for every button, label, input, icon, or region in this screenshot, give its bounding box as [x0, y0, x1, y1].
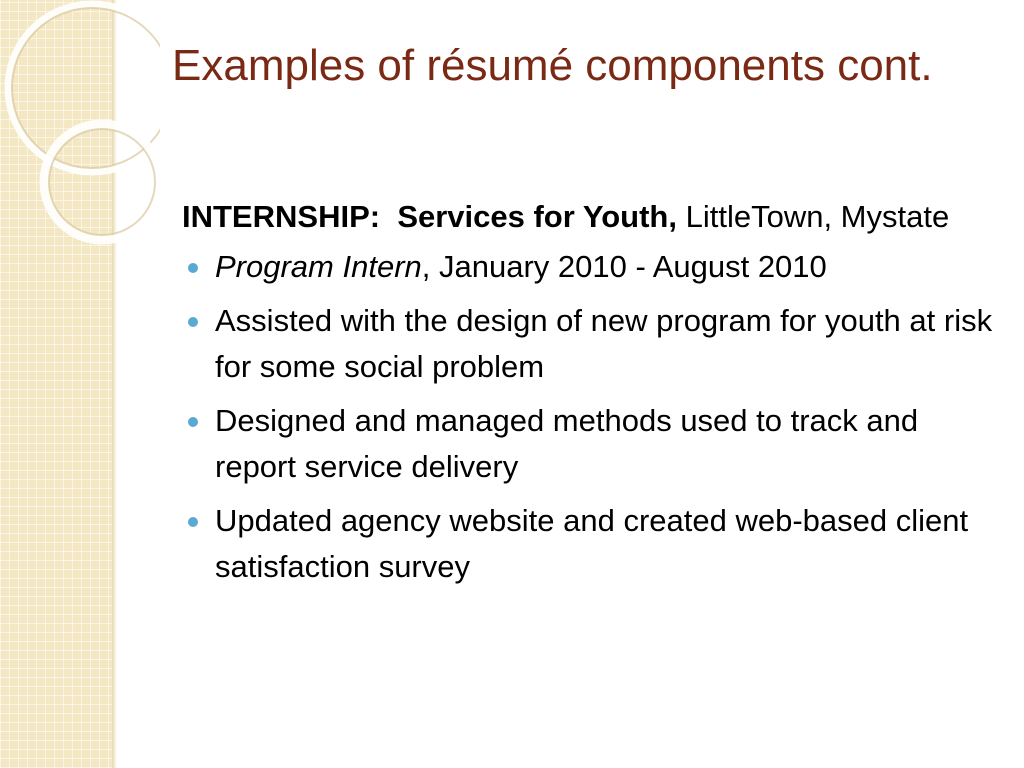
role-title: Program Intern	[215, 249, 422, 284]
internship-heading	[182, 194, 1002, 240]
bullet-text: Assisted with the design of new program for youth at risk for some social problem	[215, 303, 993, 384]
bullet-list	[182, 244, 1002, 590]
list-item	[182, 398, 1002, 490]
bullet-dot-icon	[188, 417, 198, 427]
list-item	[182, 244, 1002, 290]
slide-title: Examples of résumé components cont.	[172, 41, 933, 90]
decorative-circle-lower-shade	[49, 129, 155, 235]
list-item	[182, 498, 1002, 590]
bullet-dot-icon	[188, 263, 198, 273]
decorative-circle-lower	[44, 124, 160, 240]
list-item	[182, 298, 1002, 390]
decorative-circles	[0, 0, 160, 280]
heading-location: LittleTown, Mystate	[685, 199, 950, 234]
bullet-text: Updated agency website and created web-based client satisfaction survey	[215, 503, 969, 584]
slide-content	[182, 194, 1002, 598]
bullet-dot-icon	[188, 517, 198, 527]
heading-organization: Services for Youth,	[397, 199, 677, 234]
role-dates: , January 2010 - August 2010	[421, 249, 827, 284]
decorative-circle-upper	[8, 4, 160, 172]
bullet-dot-icon	[188, 317, 198, 327]
bullet-text: Designed and managed methods used to track and report service delivery	[215, 403, 919, 484]
heading-label: INTERNSHIP:	[182, 199, 381, 234]
